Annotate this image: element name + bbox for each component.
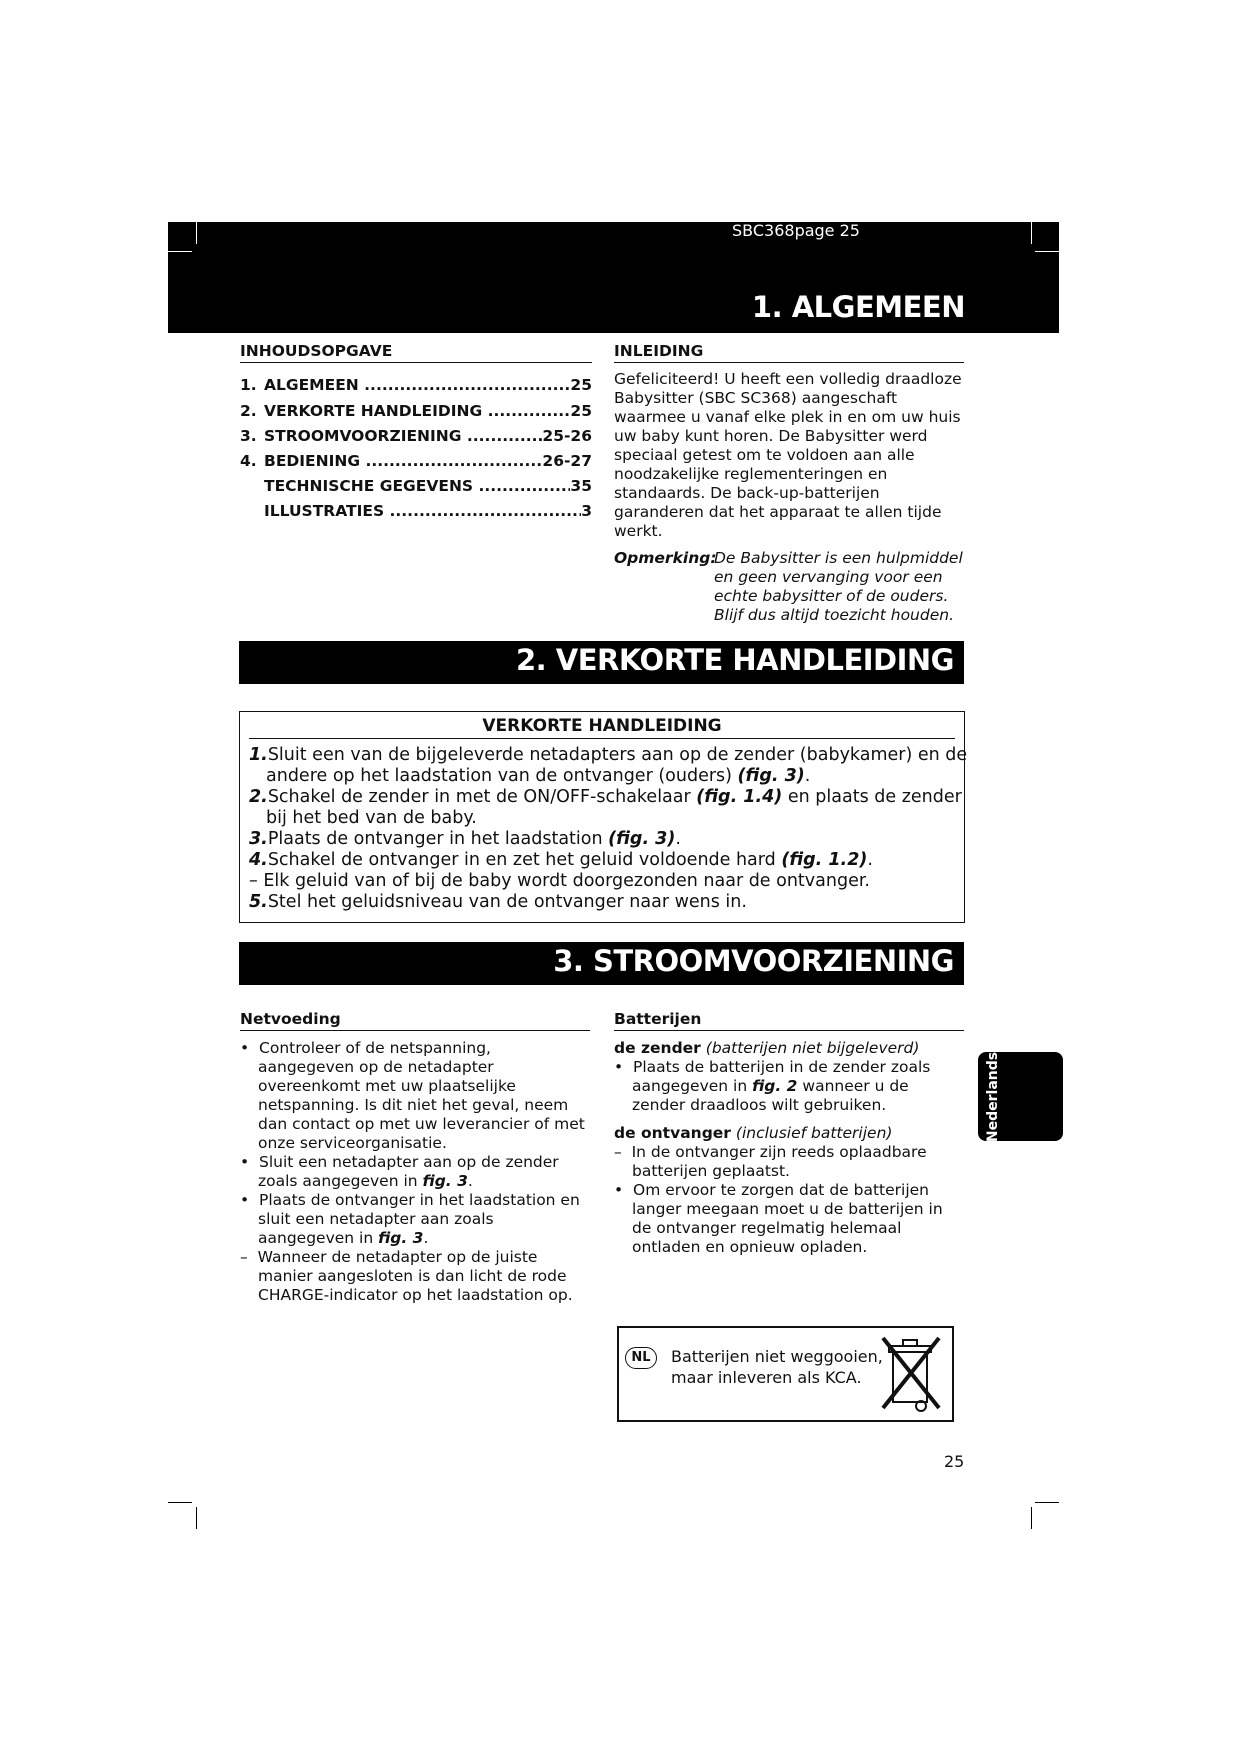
intro bbox=[614, 342, 964, 625]
quick-start-step: 5.Stel het geluidsniveau van de ontvanger naar wens in. bbox=[249, 892, 747, 912]
intro-heading: INLEIDING bbox=[614, 342, 964, 363]
crop-mark bbox=[1035, 1502, 1059, 1503]
running-head: SBC368page 25 bbox=[732, 221, 860, 240]
toc-item[interactable]: TECHNISCHE GEGEVENS ..... 35 bbox=[240, 477, 592, 495]
crop-mark bbox=[168, 1502, 192, 1503]
mains-heading: Netvoeding bbox=[240, 1010, 590, 1031]
toc-item[interactable]: ILLUSTRATIES ..... 3 bbox=[240, 502, 592, 520]
batteries-list bbox=[614, 1039, 964, 1257]
list-item: • Plaats de batterijen in de zender zoals aangegeven in fig. 2 wanneer u de zender draadloos wilt gebruiken. bbox=[614, 1058, 931, 1114]
quick-start-step: 4.Schakel de ontvanger in en zet het geluid voldoende hard (fig. 1.2). bbox=[249, 850, 873, 870]
quick-start-step: 2.Schakel de zender in met de ON/OFF-schakelaar (fig. 1.4) en plaats de zender bij het bed van de baby. bbox=[249, 787, 962, 828]
quick-start-step: 3.Plaats de ontvanger in het laadstation (fig. 3). bbox=[249, 829, 681, 849]
section2-title: 2. VERKORTE HANDLEIDING bbox=[516, 643, 954, 677]
receiver-subheading: de ontvanger (inclusief batterijen) bbox=[614, 1124, 893, 1142]
toc-heading: INHOUDSOPGAVE bbox=[240, 342, 592, 363]
language-tab-label: Nederlands bbox=[985, 1051, 1001, 1142]
quick-start-box bbox=[239, 711, 968, 923]
toc-item[interactable]: 1. ALGEMEEN ..... 25 bbox=[240, 376, 592, 394]
intro-note bbox=[614, 549, 964, 625]
crop-mark-inner bbox=[168, 251, 192, 252]
crop-mark-inner bbox=[1031, 222, 1032, 244]
list-item: – Wanneer de netadapter op de juiste manier aangesloten is dan licht de rode CHARGE-indicator op het laadstation op. bbox=[240, 1248, 573, 1304]
crop-mark bbox=[1031, 1507, 1032, 1529]
section1-title: 1. ALGEMEEN bbox=[751, 290, 965, 324]
list-item: • Plaats de ontvanger in het laadstation en sluit een netadapter aan zoals aangegeven in fig. 3. bbox=[240, 1191, 580, 1247]
list-item: • Sluit een netadapter aan op de zender zoals aangegeven in fig. 3. bbox=[240, 1153, 559, 1190]
list-item: – In de ontvanger zijn reeds oplaadbare batterijen geplaatst. bbox=[614, 1143, 927, 1180]
recycling-notice bbox=[617, 1326, 954, 1422]
list-item: • Controleer of de netspanning, aangegeven op de netadapter overeenkomt met uw plaatselijke netspanning. Is dit niet het geval, neem dan contact op met uw leverancier of met onze serviceorganisatie. bbox=[240, 1039, 585, 1152]
intro-text: Gefeliciteerd! U heeft een volledig draadloze Babysitter (SBC SC368) aangeschaft waarmee u vanaf elke plek in en om uw huis uw baby kunt horen. De Babysitter werd speciaal getest om te voldoen aan alle noodzakelijke reglementeringen en standaards. De back-up-batterijen garanderen dat het apparaat te allen tijde werkt. bbox=[614, 370, 962, 540]
transmitter-subheading: de zender (batterijen niet bijgeleverd) bbox=[614, 1039, 920, 1057]
crossed-out-bin-icon bbox=[881, 1334, 943, 1414]
toc-item[interactable]: 4. BEDIENING ..... 26-27 bbox=[240, 452, 592, 470]
page-number: 25 bbox=[944, 1452, 965, 1471]
note-text: De Babysitter is een hulpmiddel en geen vervanging voor een echte babysitter of de ouders. Blijf dus altijd toezicht houden. bbox=[714, 549, 963, 624]
crop-mark-inner bbox=[1035, 251, 1059, 252]
recycling-text: Batterijen niet weggooien, maar inleveren als KCA. bbox=[671, 1347, 883, 1387]
section3-title: 3. STROOMVOORZIENING bbox=[553, 944, 954, 978]
header-bar bbox=[168, 222, 1059, 333]
toc bbox=[240, 342, 592, 522]
batteries-column bbox=[614, 1010, 964, 1270]
batteries-heading: Batterijen bbox=[614, 1010, 964, 1031]
quick-start-step: 1.Sluit een van de bijgeleverde netadapters aan op de zender (babykamer) en de andere op het laadstation van de ontvanger (ouders) (fig. 3). bbox=[249, 745, 968, 786]
note-label: Opmerking: bbox=[614, 549, 717, 567]
section3-bar bbox=[239, 942, 964, 985]
quick-start-step: – Elk geluid van of bij de baby wordt doorgezonden naar de ontvanger. bbox=[249, 871, 870, 891]
toc-item[interactable]: 2. VERKORTE HANDLEIDING ..... 25 bbox=[240, 402, 592, 420]
mains-list bbox=[240, 1039, 590, 1305]
list-item: • Om ervoor te zorgen dat de batterijen langer meegaan moet u de batterijen in de ontvanger regelmatig helemaal ontladen en opnieuw opladen. bbox=[614, 1181, 943, 1256]
nl-badge: NL bbox=[625, 1347, 657, 1369]
crop-mark bbox=[196, 1507, 197, 1529]
toc-item[interactable]: 3. STROOMVOORZIENING ..... 25-26 bbox=[240, 427, 592, 445]
quick-start-heading: VERKORTE HANDLEIDING bbox=[249, 716, 955, 739]
mains-column bbox=[240, 1010, 590, 1304]
crop-mark-inner bbox=[196, 222, 197, 244]
section2-bar bbox=[239, 641, 964, 684]
